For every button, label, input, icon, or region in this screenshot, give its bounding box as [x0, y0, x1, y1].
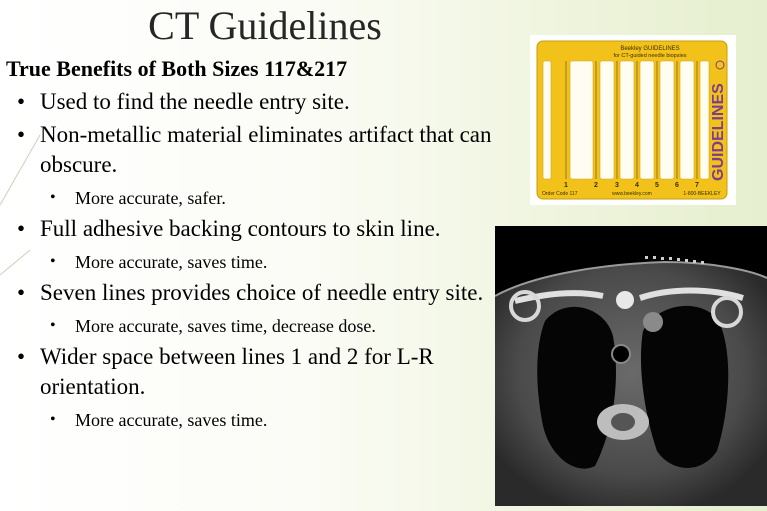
- sub-bullet-text: More accurate, saves time.: [75, 410, 268, 430]
- guidelines-product-image: [530, 35, 736, 205]
- sub-bullet-item: [0, 250, 500, 274]
- slide-subtitle: True Benefits of Both Sizes 117&217: [6, 56, 348, 81]
- sub-bullet-item: [0, 186, 500, 210]
- bullet-item: [0, 87, 500, 117]
- sub-bullet-text: More accurate, saves time, decrease dose.: [75, 316, 376, 336]
- sub-bullet-text: More accurate, saves time.: [75, 252, 268, 272]
- bullet-icon: •: [17, 280, 26, 305]
- bullet-text: Non-metallic material eliminates artifact that can obscure.: [40, 122, 492, 177]
- sub-bullet-text: More accurate, safer.: [75, 188, 226, 208]
- sub-bullet-item: [0, 408, 500, 432]
- ruler-line-number: 6: [675, 182, 679, 189]
- ruler-line-number: 3: [615, 182, 619, 189]
- sub-bullet-item: [0, 314, 500, 338]
- sub-bullet-icon: •: [50, 411, 56, 428]
- sub-bullet-icon: •: [50, 317, 56, 334]
- bullet-icon: •: [17, 216, 26, 241]
- bullet-text: Full adhesive backing contours to skin line.: [40, 216, 441, 241]
- ruler-line-number: 4: [635, 182, 639, 189]
- ruler-line-number: 5: [655, 182, 659, 189]
- bullet-icon: •: [17, 344, 26, 369]
- ruler-order-code: Order Code 117: [542, 191, 578, 197]
- bullet-icon: •: [17, 89, 26, 114]
- bullet-text: Used to find the needle entry site.: [40, 89, 350, 114]
- bullet-item: [0, 120, 500, 180]
- bullet-item: [0, 342, 500, 402]
- bullet-list: [0, 87, 500, 436]
- bullet-item: [0, 214, 500, 244]
- slide-title: CT Guidelines: [148, 3, 382, 48]
- ruler-phone: 1-800-BEEKLEY: [683, 191, 721, 197]
- ct-scan-graphic: [495, 226, 767, 506]
- ruler-line-number: 7: [695, 182, 699, 189]
- ruler-line-number: 2: [594, 182, 598, 189]
- bullet-text: Seven lines provides choice of needle entry site.: [40, 280, 484, 305]
- ruler-line-number: 1: [564, 182, 568, 189]
- bullet-text: Wider space between lines 1 and 2 for L-R orientation.: [40, 344, 434, 399]
- ruler-side-logo: GUIDELINES: [710, 83, 727, 181]
- bullet-item: [0, 278, 500, 308]
- ruler-caption-line1: Beekley GUIDELINES: [620, 46, 680, 52]
- sub-bullet-icon: •: [50, 253, 56, 270]
- guidelines-ruler-graphic: [530, 35, 736, 205]
- ct-scan-image: [495, 226, 767, 506]
- sub-bullet-icon: •: [50, 189, 56, 206]
- ruler-caption-line2: for CT-guided needle biopsies: [613, 53, 687, 59]
- bullet-icon: •: [17, 122, 26, 147]
- ruler-website: www.beekley.com: [612, 191, 652, 197]
